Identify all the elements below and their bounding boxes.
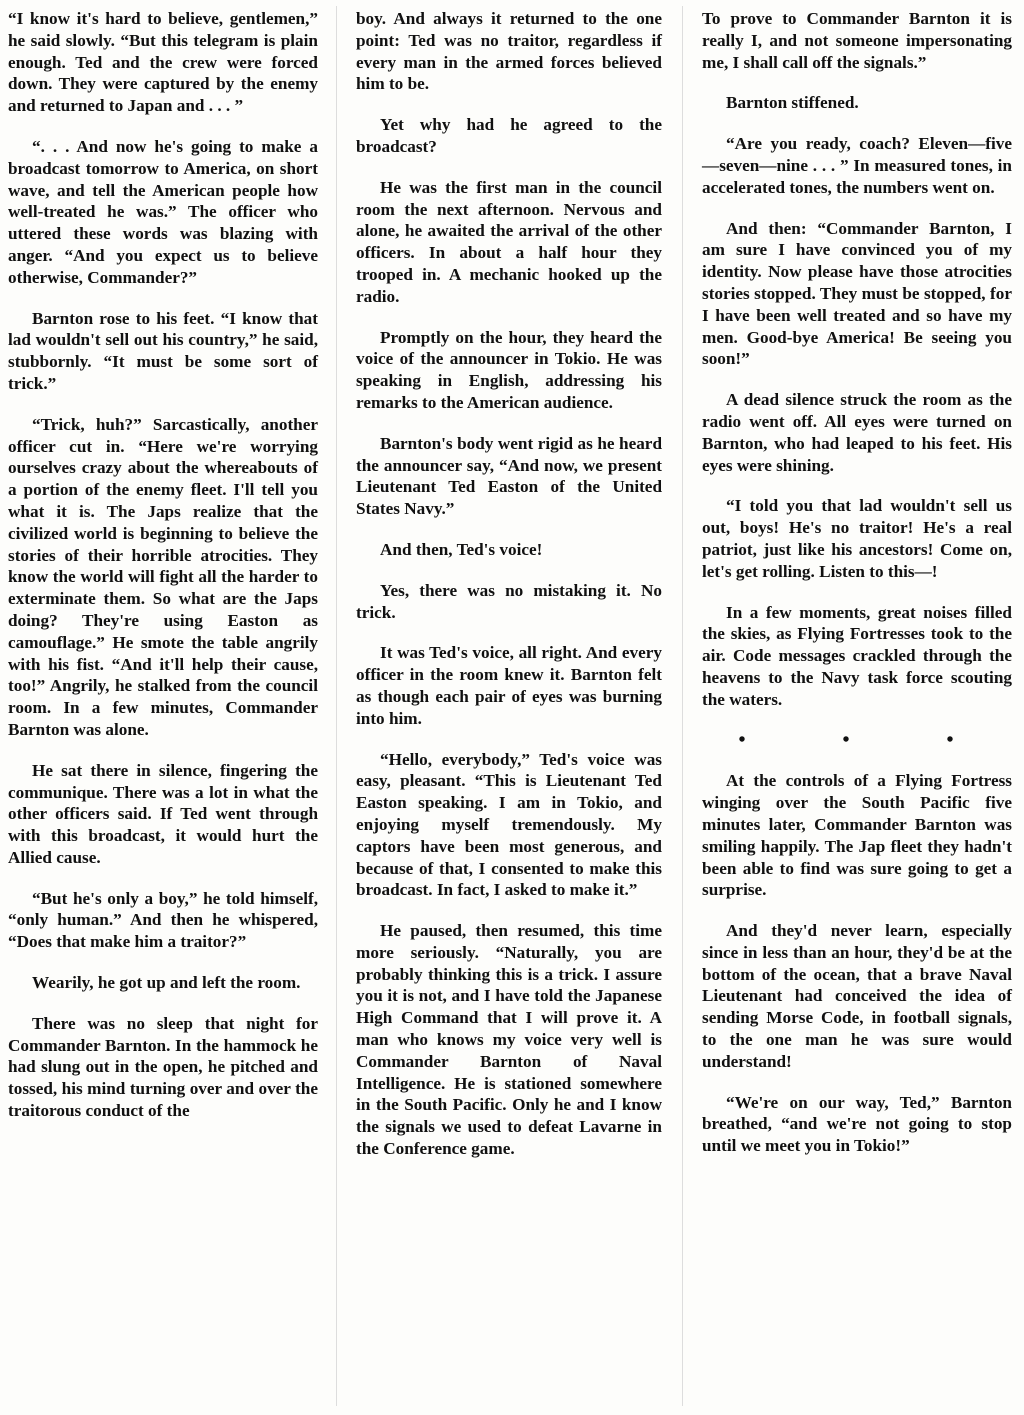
paragraph: “. . . And now he's going to make a broadcast tomorrow to America, on short wave, and tell the American people how well-treated he was.” The officer who uttered these words was blazing with anger. “And you expect us to believe otherwise, Commander?” — [8, 136, 318, 287]
article-column-3 — [702, 8, 1012, 1176]
paragraph: And then, Ted's voice! — [380, 539, 543, 559]
paragraph: Barnton rose to his feet. “I know that lad wouldn't sell out his country,” he said, stubbornly. “It must be some sort of trick.” — [8, 308, 318, 393]
paragraph: At the controls of a Flying Fortress winging over the South Pacific five minutes later, Commander Barnton was smiling happily. The Jap fleet they hadn't been able to find was sure going to get a surprise. — [702, 771, 1012, 900]
column-divider — [336, 6, 337, 1406]
paragraph: Yet why had he agreed to the broadcast? — [356, 115, 662, 156]
paragraph: And they'd never learn, especially since in less than an hour, they'd be at the bottom of the ocean, that a brave Naval Lieutenant had conceived the idea of sending Morse Code, in football signals, to the one man he was sure would understand! — [702, 921, 1012, 1071]
paragraph: “I told you that lad wouldn't sell us out, boys! He's no traitor! He's a real patriot, just like his ancestors! Come on, let's get rolling. Listen to this—! — [702, 496, 1012, 581]
paragraph: Promptly on the hour, they heard the voice of the announcer in Tokio. He was speaking in English, addressing his remarks to the American audience. — [356, 327, 662, 412]
paragraph: He was the first man in the council room the next afternoon. Nervous and alone, he awaited the arrival of the other officers. In about a half hour they trooped in. A mechanic hooked up the radio. — [356, 177, 662, 306]
paragraph: To prove to Commander Barnton it is really I, and not someone impersonating me, I shall call off the signals.” — [702, 9, 1012, 72]
paragraph: boy. And always it returned to the one point: Ted was no traitor, regardless if every man in the armed forces believed him to be. — [356, 9, 662, 94]
paragraph: “Hello, everybody,” Ted's voice was easy, pleasant. “This is Lieutenant Ted Easton speaking. I am in Tokio, and enjoying myself tremendously. My captors have been most generous, and because of that, I consented to make this broadcast. In fact, I asked to make it.” — [356, 749, 662, 900]
paragraph: Wearily, he got up and left the room. — [32, 973, 301, 993]
paragraph: He sat there in silence, fingering the communique. There was a lot in what the other officers said. If Ted went through with this broadcast, it would hurt the Allied cause. — [8, 760, 318, 867]
article-column-2 — [356, 8, 662, 1179]
paragraph: Yes, there was no mistaking it. No trick. — [356, 580, 662, 622]
paragraph: There was no sleep that night for Commander Barnton. In the hammock he had slung out in the open, he pitched and tossed, his mind turning over and over the traitorous conduct of the — [8, 1013, 318, 1121]
paragraph: “We're on our way, Ted,” Barnton breathed, “and we're not going to stop until we meet you in Tokio!” — [702, 1092, 1012, 1156]
paragraph: A dead silence struck the room as the radio went off. All eyes were turned on Barnton, who had leaped to his feet. His eyes were shining. — [702, 390, 1012, 475]
paragraph: And then: “Commander Barnton, I am sure I have convinced you of my identity. Now please have those atrocities stories stopped. They must be stopped, for I have been well treated and so have my men. Good-bye America! Be seeing you soon!” — [702, 218, 1012, 369]
paragraph: Barnton's body went rigid as he heard the announcer say, “And now, we present Lieutenant Ted Easton of the United States Navy.” — [356, 433, 662, 519]
paragraph: “Trick, huh?” Sarcastically, another officer cut in. “Here we're worrying ourselves crazy about the whereabouts of a portion of the enemy fleet. I'll tell you what it is. The Japs realize that the civilized world is beginning to believe the stories of their horrible atrocities. They know the world will fight all the harder to exterminate them. So what are the Japs doing? They're using Easton as camouflage.” He smote the table angrily with his fist. “And it'll help their cause, too!” Angrily, he stalked from the council room. In a few minutes, Commander Barnton was alone. — [8, 414, 318, 739]
paragraph: Barnton stiffened. — [726, 93, 859, 113]
paragraph: It was Ted's voice, all right. And every officer in the room knew it. Barnton felt as though each pair of eyes was burning into him. — [356, 643, 662, 728]
column-divider — [682, 6, 683, 1406]
paragraph: “Are you ready, coach? Eleven—five—seven—nine . . . ” In measured tones, in accelerated tones, the numbers went on. — [702, 134, 1012, 197]
article-column-1 — [8, 8, 318, 1141]
paragraph: “I know it's hard to believe, gentlemen,” he said slowly. “But this telegram is plain enough. Ted and the crew were forced down. They were captured by the enemy and returned to Japan and . . . ” — [8, 9, 318, 116]
paragraph: In a few moments, great noises filled the skies, as Flying Fortresses took to the air. Code messages crackled through the heavens to the Navy task force scouting the waters. — [702, 602, 1012, 709]
paragraph: He paused, then resumed, this time more seriously. “Naturally, you are probably thinking this is a trick. I assure you it is not, and I have told the Japanese High Command that I will prove it. A man who knows my voice very well is Commander Barnton of Naval Intelligence. He is stationed somewhere in the South Pacific. Only he and I know the signals we used to defeat Lavarne in the Conference game. — [356, 921, 662, 1159]
section-separator: • • • — [738, 728, 1000, 751]
paragraph: “But he's only a boy,” he told himself, “only human.” And then he whispered, “Does that make him a traitor?” — [8, 888, 318, 952]
